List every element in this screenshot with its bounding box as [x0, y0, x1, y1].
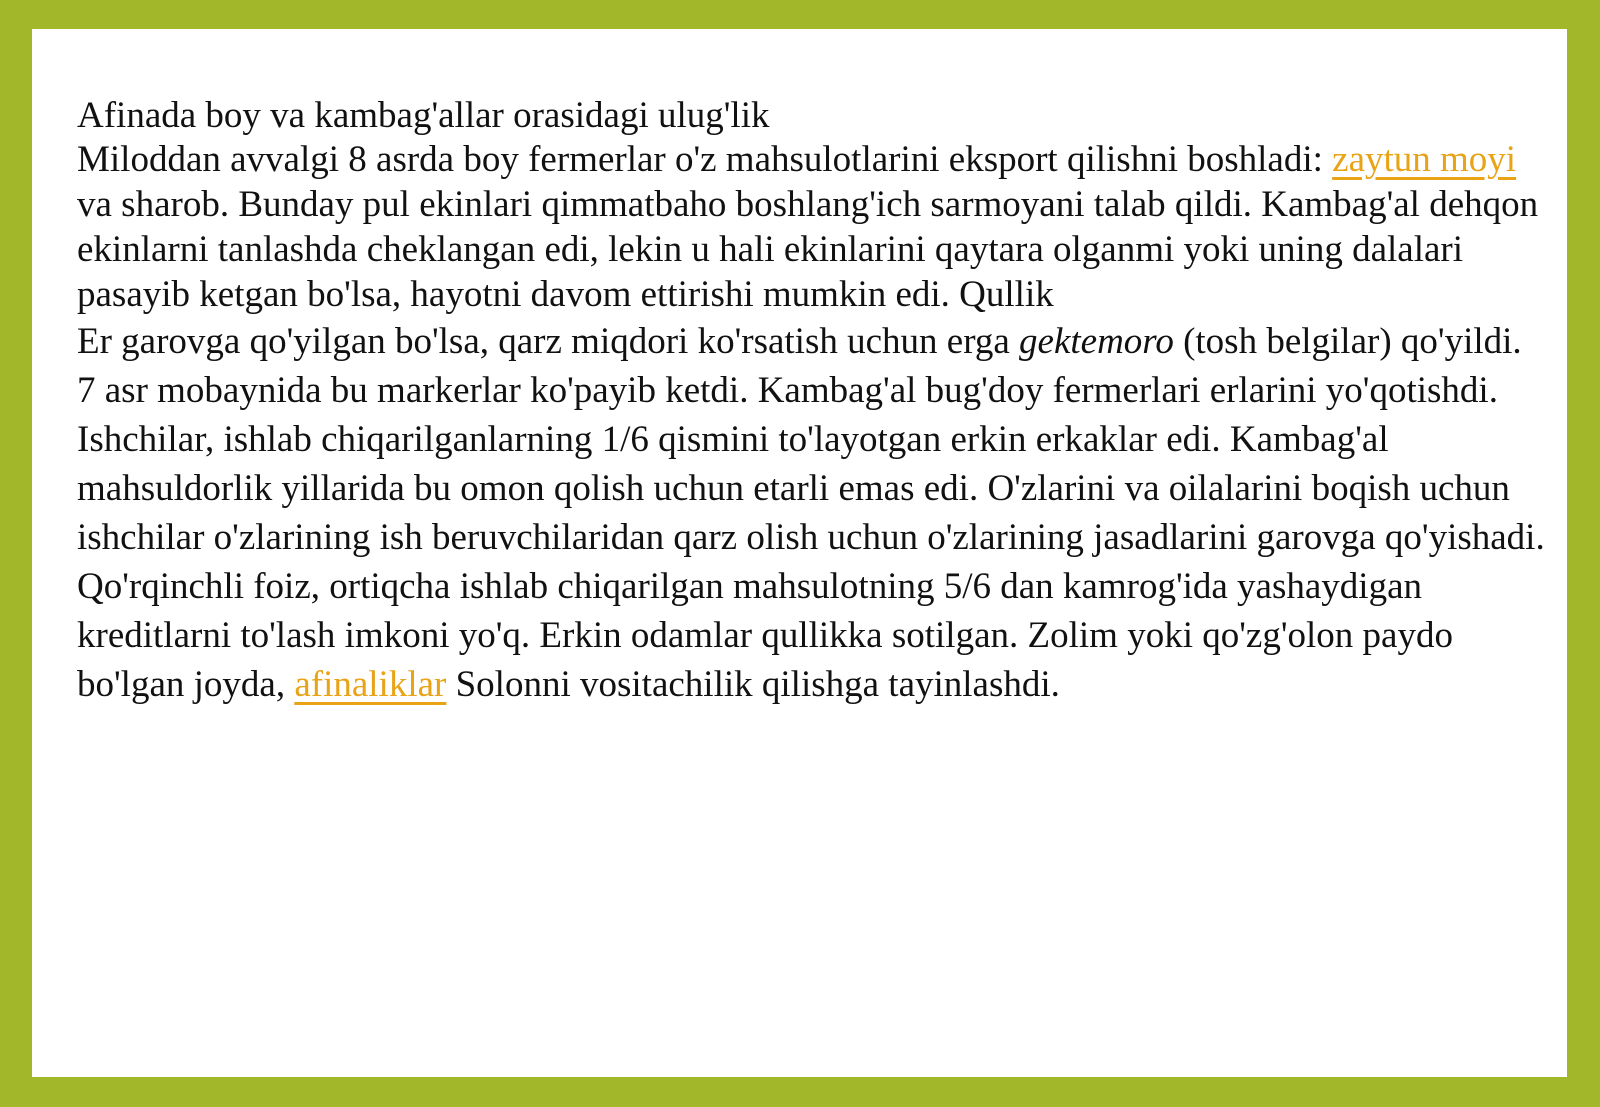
paragraph-solon-text-after: Solonni vositachilik qilishga tayinlashdi. — [446, 664, 1060, 705]
paragraph-solon — [77, 562, 1547, 709]
gektemoro-term: gektemoro — [1019, 321, 1174, 362]
slide-content — [77, 95, 1547, 709]
athenians-link[interactable]: afinaliklar — [294, 664, 447, 705]
paragraph-markers: 7 asr mobaynida bu markerlar ko'payib ketdi. Kambag'al bug'doy fermerlari erlarini yo'qotishdi. Ishchilar, ishlab chiqarilganlarning 1/6 qismini to'layotgan erkin erkaklar edi. Kambag'al mahsuldorlik yillarida bu omon qolish uchun etarli emas edi. O'zlarini va oilalarini boqish uchun ishchilar o'zlarining ish beruvchilaridan qarz olish uchun o'zlarining jasadlarini garovga qo'yishadi. — [77, 370, 1545, 558]
paragraph-solon-text-before: Qo'rqinchli foiz, ortiqcha ishlab chiqarilgan mahsulotning 5/6 dan kamrog'ida yashaydigan kreditlarni to'lash imkoni yo'q. Erkin odamlar qullikka sotilgan. Zolim yoki qo'zg'olon paydo bo'lgan joyda, — [77, 566, 1453, 705]
paragraph-mortgage-text-after: (tosh belgilar) qo'yildi. — [1173, 321, 1522, 362]
paragraph-exports-text-after: va sharob. Bunday pul ekinlari qimmatbaho boshlang'ich sarmoyani talab qildi. Kambag'al dehqon ekinlarni tanlashda cheklangan edi, lekin u hali ekinlarini qaytara olganmi yoki uning dalalari pasayib ketgan bo'lsa, hayotni davom ettirishi mumkin edi. Qullik — [77, 184, 1539, 315]
slide-heading: Afinada boy va kambag'allar orasidagi ulug'lik — [77, 95, 770, 136]
paragraph-exports — [77, 137, 1547, 317]
slide-card — [32, 29, 1567, 1077]
paragraph-mortgage-text-before: Er garovga qo'yilgan bo'lsa, qarz miqdori ko'rsatish uchun erga — [77, 321, 1020, 362]
paragraph-exports-text-before: Miloddan avvalgi 8 asrda boy fermerlar o'z mahsulotlarini eksport qilishni boshladi: — [77, 139, 1333, 180]
olive-oil-link[interactable]: zaytun moyi — [1332, 139, 1517, 180]
paragraph-mortgage — [77, 317, 1547, 366]
